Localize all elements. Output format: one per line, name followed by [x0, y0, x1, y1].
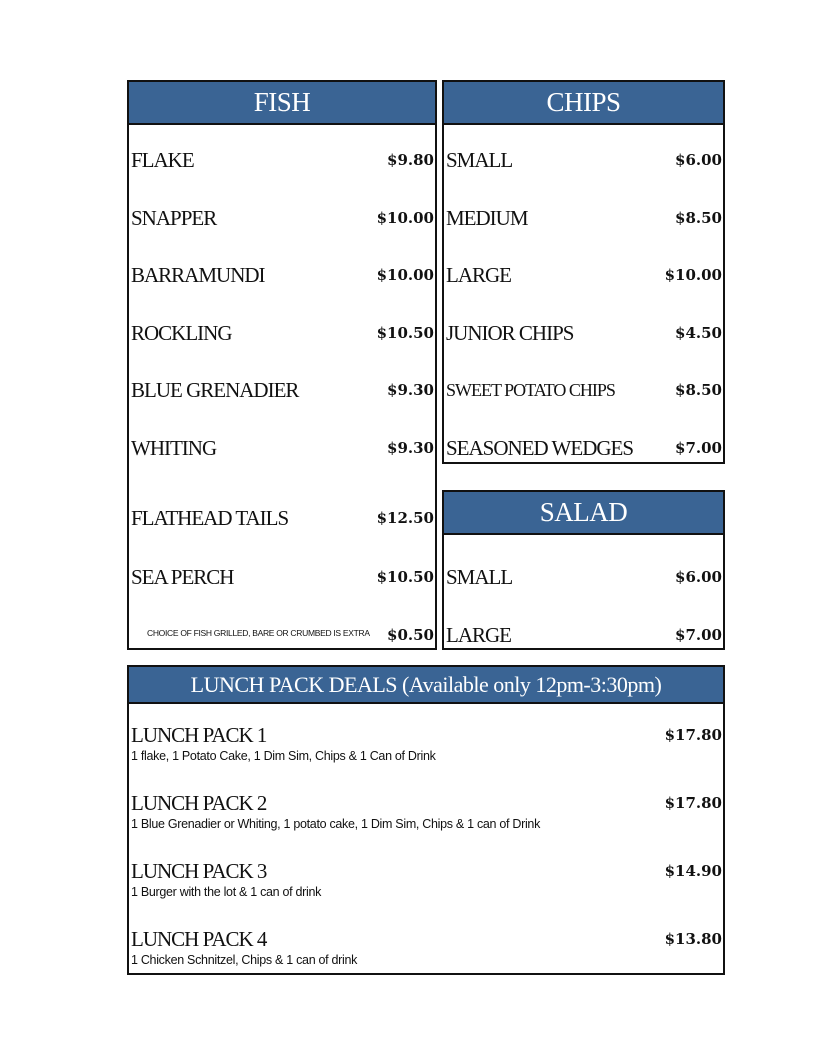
lunch-title: LUNCH PACK DEALS (Available only 12pm-3:30pm)	[190, 672, 662, 697]
chips-section	[442, 80, 725, 464]
item-name: LARGE	[446, 263, 511, 287]
fish-title: FISH	[253, 87, 311, 117]
menu-item	[444, 260, 723, 290]
pack-price: $17.80	[664, 794, 722, 812]
pack-price: $14.90	[664, 862, 722, 880]
item-name: FLATHEAD TAILS	[131, 506, 289, 530]
lunch-pack	[129, 788, 723, 844]
fish-header	[129, 82, 435, 125]
chips-header	[444, 82, 723, 125]
item-price: $10.50	[376, 324, 434, 342]
item-name: SNAPPER	[131, 206, 217, 230]
item-price: $8.50	[675, 209, 722, 227]
item-price: $8.50	[675, 381, 722, 399]
pack-description: 1 Chicken Schnitzel, Chips & 1 can of drink	[131, 953, 358, 967]
menu-item	[129, 503, 435, 533]
pack-name: LUNCH PACK 2	[131, 791, 267, 815]
menu-item	[129, 260, 435, 290]
pack-price: $17.80	[664, 726, 722, 744]
item-name: MEDIUM	[446, 206, 528, 230]
item-price: $7.00	[675, 626, 722, 644]
item-price: $6.00	[675, 568, 722, 586]
menu-item	[444, 145, 723, 175]
item-price: $9.80	[387, 151, 434, 169]
salad-header	[444, 492, 723, 535]
lunch-pack	[129, 924, 723, 980]
item-price: $9.30	[387, 439, 434, 457]
lunch-pack	[129, 720, 723, 776]
item-price: $10.00	[376, 266, 434, 284]
pack-description: 1 flake, 1 Potato Cake, 1 Dim Sim, Chips & 1 Can of Drink	[131, 749, 436, 763]
item-name: SEASONED WEDGES	[446, 436, 634, 460]
item-price: $9.30	[387, 381, 434, 399]
item-name: FLAKE	[131, 148, 194, 172]
item-name: SMALL	[446, 148, 513, 172]
chips-title: CHIPS	[546, 87, 621, 117]
menu-item	[444, 562, 723, 592]
item-name: JUNIOR CHIPS	[446, 321, 574, 345]
menu-item	[444, 620, 723, 650]
pack-description: 1 Burger with the lot & 1 can of drink	[131, 885, 322, 899]
menu-item	[444, 318, 723, 348]
menu-item	[129, 145, 435, 175]
extra-note: CHOICE OF FISH GRILLED, BARE OR CRUMBED IS EXTRA	[147, 628, 370, 638]
item-name: LARGE	[446, 623, 511, 647]
item-price: $10.00	[664, 266, 722, 284]
item-name: SWEET POTATO CHIPS	[446, 380, 615, 400]
item-name: SMALL	[446, 565, 513, 589]
item-price: $10.00	[376, 209, 434, 227]
item-name: BARRAMUNDI	[131, 263, 265, 287]
pack-name: LUNCH PACK 4	[131, 927, 267, 951]
item-price: $12.50	[376, 509, 434, 527]
menu-item	[444, 203, 723, 233]
menu-item	[129, 433, 435, 463]
pack-name: LUNCH PACK 1	[131, 723, 267, 747]
menu-item	[129, 318, 435, 348]
fish-section	[127, 80, 437, 650]
item-name: WHITING	[131, 436, 217, 460]
item-price: $7.00	[675, 439, 722, 457]
pack-price: $13.80	[664, 930, 722, 948]
item-price: $6.00	[675, 151, 722, 169]
menu-item	[444, 433, 723, 463]
menu-item	[444, 375, 723, 405]
salad-section	[442, 490, 725, 650]
lunch-section	[127, 665, 725, 975]
menu-item	[129, 375, 435, 405]
menu-item-extra	[129, 620, 435, 650]
item-name: SEA PERCH	[131, 565, 234, 589]
item-name: ROCKLING	[131, 321, 232, 345]
salad-title: SALAD	[539, 497, 628, 527]
menu-item	[129, 203, 435, 233]
item-name: BLUE GRENADIER	[131, 378, 299, 402]
item-price: $10.50	[376, 568, 434, 586]
pack-description: 1 Blue Grenadier or Whiting, 1 potato cake, 1 Dim Sim, Chips & 1 can of Drink	[131, 817, 541, 831]
lunch-pack	[129, 856, 723, 912]
lunch-header	[129, 667, 723, 704]
menu-item	[129, 562, 435, 592]
item-price: $4.50	[675, 324, 722, 342]
extra-price: $0.50	[387, 626, 434, 644]
pack-name: LUNCH PACK 3	[131, 859, 267, 883]
